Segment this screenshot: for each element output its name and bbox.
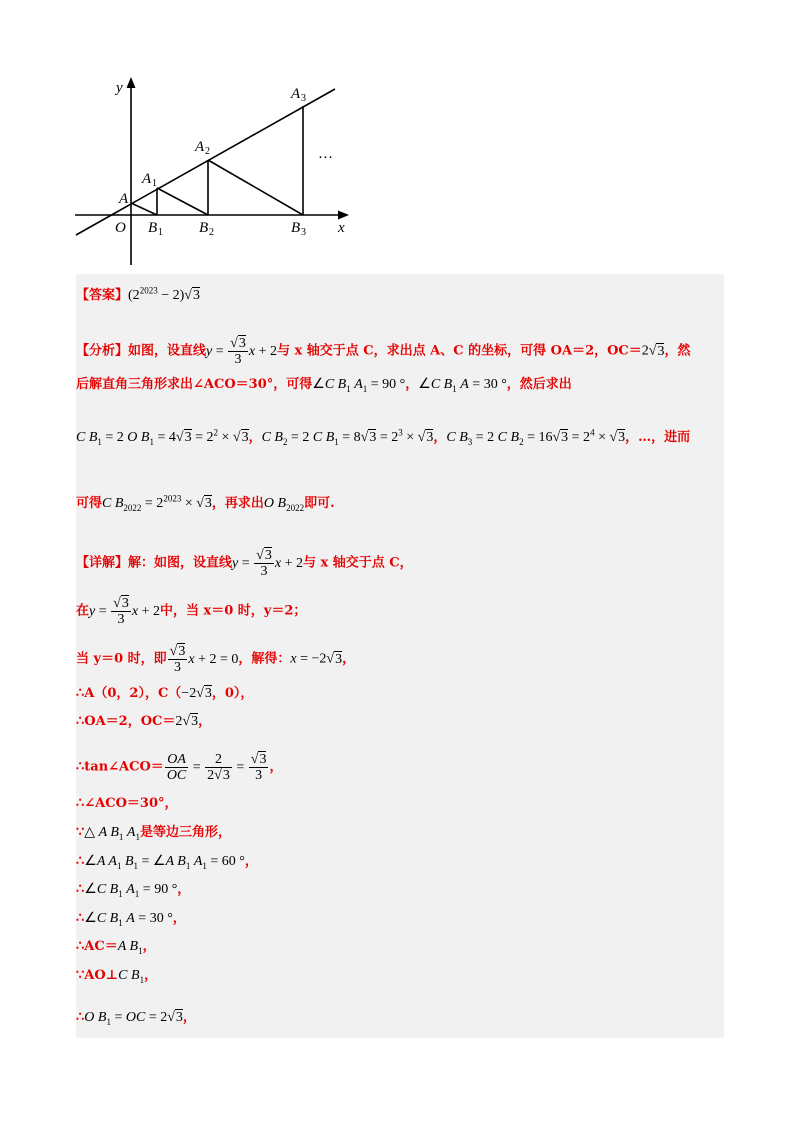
label-A2: A: [195, 139, 205, 155]
line-equation: y = $\frac{√3}{3}$ x + 2: [206, 336, 277, 367]
math-expr: $\frac{√3}{3}$ x + 2 = 0: [169, 644, 239, 675]
analysis-text: 可得: [76, 496, 103, 511]
analysis-text: 如图，设直线: [128, 343, 207, 359]
math-expr: ∠C $B_1$ A = 30 °: [84, 911, 173, 928]
answer-label: 【答案】: [76, 288, 129, 303]
analysis-text: ，再求出: [211, 496, 264, 511]
math-expr: A $B_1$: [117, 939, 143, 956]
detail-line-9: [76, 852, 258, 872]
math-expr: C $B_1 = 2$ O $B_1 = 4√3 = 2^2 \times √3$: [76, 427, 249, 447]
analysis-text: 与 x 轴交于点 C，求出点 A、C 的坐标，可得 OA＝2，OC＝: [276, 343, 642, 359]
label-A3-sub: 3: [301, 93, 306, 104]
label-B2-sub: 2: [209, 227, 214, 238]
analysis-text: ，然后求出: [506, 377, 572, 392]
solution-panel: [76, 274, 724, 1038]
detail-text: 在: [76, 603, 90, 619]
detail-text: 解：如图，设直线: [128, 555, 233, 571]
analysis-text: ，: [405, 377, 419, 392]
detail-text: 当 y＝0 时，即: [76, 651, 167, 667]
detail-text: ∴A（0，2），C（: [76, 686, 182, 701]
detail-text: ∴tan∠ACO＝: [76, 759, 164, 775]
math-expr: x = −2√3: [290, 651, 343, 667]
detail-line-13: [76, 966, 157, 986]
detail-line-2: [76, 596, 306, 627]
label-A1: A: [142, 171, 152, 187]
detail-text: ，: [172, 911, 186, 926]
detail-line-8: [76, 823, 231, 843]
label-B2: B: [199, 220, 209, 236]
detail-text: ，: [177, 882, 191, 897]
detail-label: 【详解】: [76, 555, 129, 571]
label-A2-sub: 2: [205, 146, 210, 157]
seg-A-B1: [131, 203, 157, 215]
analysis-text: ，…，进而: [625, 430, 691, 445]
math-expr: △ A $B_1$ $A_1$: [84, 825, 140, 842]
detail-text: ∴∠ACO＝30°，: [76, 796, 178, 811]
detail-text: ，: [142, 939, 156, 954]
math-expr: C $B_{2022} = 2^{2023} \times √3$: [102, 493, 212, 513]
detail-line-10: [76, 880, 190, 900]
analysis-text: ，: [248, 430, 262, 445]
detail-line-7: [76, 794, 178, 814]
detail-text: ，0），: [211, 686, 254, 701]
detail-text: ，: [144, 968, 158, 983]
geometry-figure: [70, 70, 370, 270]
answer-formula: $(2^{2023} - 2)√3$: [128, 285, 200, 303]
analysis-line-2: [76, 375, 572, 395]
analysis-line-4: [76, 494, 335, 514]
detail-line-3: [76, 644, 355, 675]
ellipsis-label: …: [318, 146, 333, 162]
math-expr: ∠C $B_1$ $A_1 = 90$ °: [312, 377, 406, 394]
detail-line-12: [76, 937, 156, 957]
answer-line: [76, 286, 200, 306]
detail-text: ，: [244, 854, 258, 869]
label-A3: A: [291, 86, 301, 102]
math-expr: O $B_{2022}$: [263, 496, 305, 513]
label-B3-sub: 3: [301, 227, 306, 238]
detail-line-11: [76, 909, 186, 929]
y-axis-arrow: [127, 77, 136, 88]
math-expr: ∠C $B_1$ $A_1 = 90$ °: [84, 882, 178, 899]
detail-text: ，: [198, 714, 212, 729]
detail-text: ∵: [76, 825, 85, 840]
seg-A2-B3: [208, 160, 303, 215]
detail-line-6: [76, 752, 282, 783]
detail-text: ，: [182, 1010, 196, 1025]
detail-text: ∴: [76, 1010, 85, 1025]
detail-text: ∴AC＝: [76, 939, 118, 954]
analysis-text: 后解直角三角形求出∠ACO＝30°，可得: [76, 377, 313, 392]
label-B3: B: [291, 220, 301, 236]
detail-text: ，: [269, 759, 283, 775]
detail-line-5: [76, 712, 211, 732]
math-expr: C $B_1$: [118, 968, 145, 985]
math-expr: ∠C $B_1$ A = 30 °: [418, 377, 507, 394]
math-expr: O $B_1$ = OC = 2√3: [84, 1010, 183, 1027]
label-B1-sub: 1: [158, 227, 163, 238]
line-equation: y = $\frac{√3}{3}$ x + 2: [89, 596, 160, 627]
analysis-text: ，: [433, 430, 447, 445]
analysis-line-1: [76, 336, 691, 367]
label-A1-sub: 1: [152, 178, 157, 189]
detail-text: ∴: [76, 911, 85, 926]
math-expr: C $B_2 = 2$ C $B_1 = 8√3 = 2^3 \times √3$: [261, 427, 434, 447]
detail-text: ∴OA＝2，OC＝: [76, 714, 176, 729]
detail-text: ∴: [76, 854, 85, 869]
detail-text: 中，当 x＝0 时，y＝2；: [159, 603, 307, 619]
math-expr: 2√3: [175, 714, 199, 729]
analysis-line-3: [76, 428, 690, 448]
math-expr: −2√3: [181, 686, 212, 701]
detail-text: ，解得：: [238, 651, 291, 667]
detail-text: ∵AO⊥: [76, 968, 119, 983]
math-expr: 2√3: [641, 343, 665, 359]
detail-text: 是等边三角形，: [139, 825, 231, 840]
analysis-text: ，然: [664, 343, 691, 359]
math-expr: C $B_3 = 2$ C $B_2 = 16√3 = 2^4 \times √3$: [446, 427, 626, 447]
detail-text: 与 x 轴交于点 C，: [302, 555, 413, 571]
analysis-text: 即可.: [304, 496, 335, 511]
detail-line-4: [76, 684, 253, 704]
x-axis-arrow: [338, 211, 349, 220]
label-A: A: [119, 191, 129, 207]
math-expr: ∠A $A_1$ $B_1$ = ∠A $B_1$ $A_1 = 60$ °: [84, 854, 245, 871]
analysis-label: 【分析】: [76, 343, 129, 359]
detail-text: ∴: [76, 882, 85, 897]
axis-x-label: x: [338, 220, 345, 236]
label-B1: B: [148, 220, 158, 236]
axis-y-label: y: [116, 80, 123, 96]
origin-label: O: [115, 220, 126, 236]
line-equation: y = $\frac{√3}{3}$ x + 2: [232, 548, 303, 579]
seg-A1-B2: [157, 188, 208, 215]
detail-line-14: [76, 1008, 196, 1028]
detail-text: ，: [342, 651, 356, 667]
detail-line-1: [76, 548, 413, 579]
math-expr: $\frac{OA}{OC}$ = $\frac{2}{2√3}$ = $\frac{√3}{3}$: [166, 752, 267, 783]
